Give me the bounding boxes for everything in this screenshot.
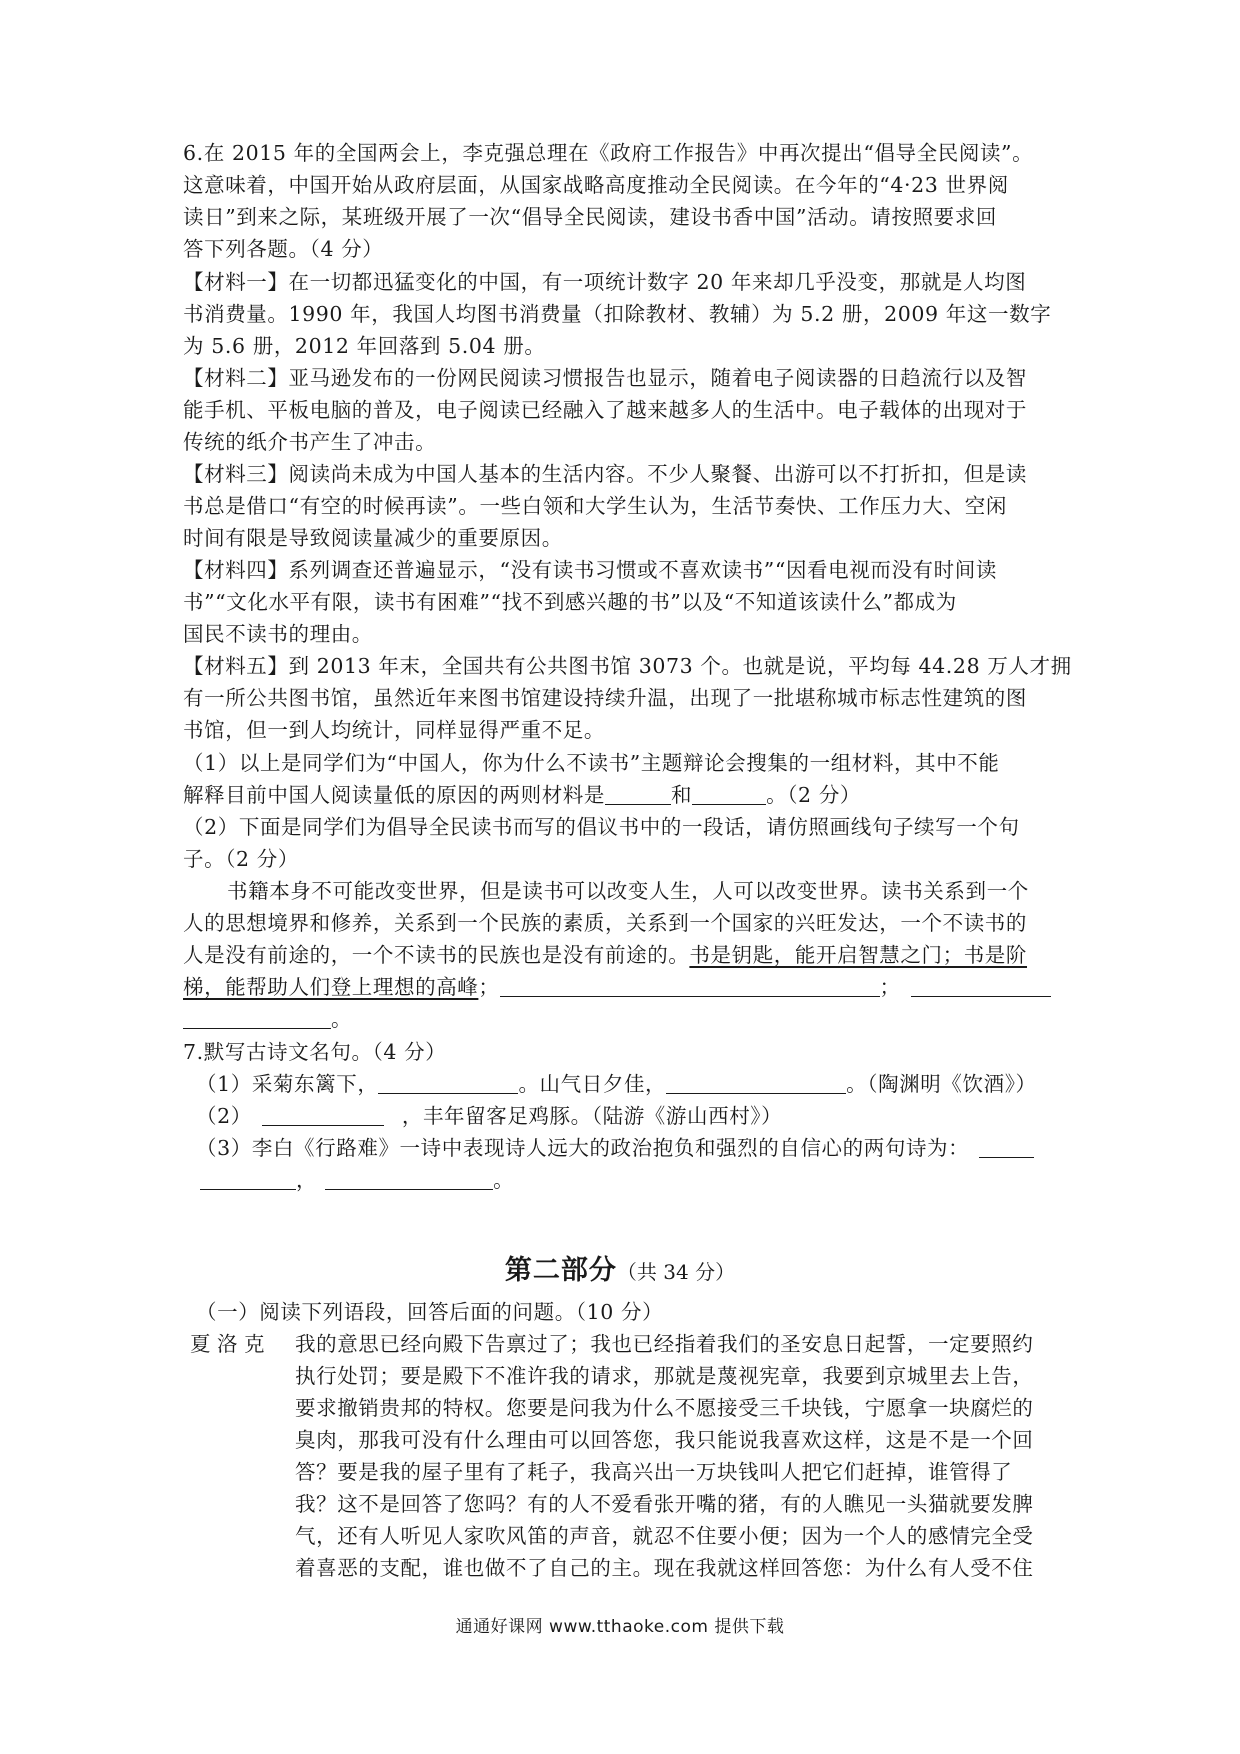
material-line: 时间有限是导致阅读量减少的重要原因。 bbox=[183, 526, 563, 550]
q6-sub1-line: （1）以上是同学们为“中国人，你为什么不读书”主题辩论会搜集的一组材料，其中不能 bbox=[183, 751, 1000, 775]
period: 。 bbox=[331, 1007, 353, 1031]
q6-sub2-line: （2）下面是同学们为倡导全民读书而写的倡议书中的一段话，请仿照画线句子续写一个句 bbox=[183, 815, 1020, 839]
passage-line: 人的思想境界和修养，关系到一个民族的素质，关系到一个国家的兴旺发达，一个不读书的 bbox=[183, 911, 1027, 935]
q7-line bbox=[200, 1168, 514, 1192]
answer-blank[interactable] bbox=[325, 1169, 493, 1190]
speech-line: 执行处罚；要是殿下不准许我的请求，那就是蔑视宪章，我要到京城里去上告， bbox=[295, 1364, 1034, 1388]
answer-blank[interactable] bbox=[911, 976, 1051, 997]
q6-sub2-line: 子。（2 分） bbox=[183, 847, 300, 871]
material-line: 【材料四】系列调查还普遍显示，“没有读书习惯或不喜欢读书”“因看电视而没有时间读 bbox=[183, 558, 997, 582]
q6-intro-line: 答下列各题。（4 分） bbox=[183, 237, 384, 261]
material-line: 传统的纸介书产生了冲击。 bbox=[183, 430, 437, 454]
part2-q1-intro: （一）阅读下列语段，回答后面的问题。（10 分） bbox=[196, 1300, 664, 1324]
q6-sub1-score: 。（2 分） bbox=[766, 783, 862, 807]
q6-intro-line: 这意味着，中国开始从政府层面，从国家战略高度推动全民阅读。在今年的“4·23 世界阅 bbox=[183, 173, 1009, 197]
q7-text: （2） bbox=[196, 1104, 252, 1128]
speech-line: 我？这不是回答了您吗？有的人不爱看张开嘴的猪，有的人瞧见一头猫就要发脾 bbox=[295, 1492, 1034, 1516]
underlined-example: 书是钥匙，能开启智慧之门；书是阶 bbox=[689, 943, 1028, 967]
passage-text: 人是没有前途的，一个不读书的民族也是没有前途的。 bbox=[183, 943, 690, 967]
q7-text: 。（陶渊明《饮酒》） bbox=[846, 1072, 1037, 1096]
answer-blank[interactable] bbox=[666, 1073, 846, 1094]
q7-text: （1）采菊东篱下， bbox=[196, 1072, 379, 1096]
speech-line: 臭肉，那我可没有什么理由可以回答您，我只能说我喜欢这样，这是不是一个回 bbox=[295, 1428, 1034, 1452]
answer-blank[interactable] bbox=[200, 1169, 296, 1190]
passage-line: 书籍本身不可能改变世界，但是读书可以改变人生，人可以改变世界。读书关系到一个 bbox=[227, 879, 1029, 903]
material-line: 【材料五】到 2013 年末，全国共有公共图书馆 3073 个。也就是说，平均每 44.28 万人才拥 bbox=[183, 654, 1072, 678]
q6-sub1-answer-line bbox=[183, 783, 861, 807]
q7-text: 。 bbox=[493, 1168, 515, 1192]
material-line: 【材料三】阅读尚未成为中国人基本的生活内容。不少人聚餐、出游可以不打折扣，但是读 bbox=[183, 462, 1027, 486]
material-line: 书消费量。1990 年，我国人均图书消费量（扣除教材、教辅）为 5.2 册，2009 年这一数字 bbox=[183, 302, 1052, 326]
answer-blank[interactable] bbox=[378, 1073, 518, 1094]
part2-title: 第二部分 bbox=[504, 1255, 617, 1286]
answer-blank[interactable] bbox=[500, 976, 880, 997]
material-line: 书馆，但一到人均统计，同样显得严重不足。 bbox=[183, 718, 605, 742]
material-line: 书总是借口“有空的时候再读”。一些白领和大学生认为，生活节奏快、工作压力大、空闲 bbox=[183, 494, 1007, 518]
q7-line bbox=[196, 1136, 1034, 1160]
passage-line bbox=[183, 975, 1051, 999]
underlined-example: 梯，能帮助人们登上理想的高峰 bbox=[183, 975, 479, 999]
semicolon: ； bbox=[478, 975, 500, 999]
q7-title: 7.默写古诗文名句。（4 分） bbox=[183, 1040, 447, 1064]
q7-line bbox=[196, 1104, 782, 1128]
material-line: 为 5.6 册，2012 年回落到 5.04 册。 bbox=[183, 334, 546, 358]
semicolon: ； bbox=[879, 975, 901, 999]
answer-blank[interactable] bbox=[262, 1105, 384, 1126]
q7-text: ， bbox=[296, 1168, 318, 1192]
q6-intro-line: 6.在 2015 年的全国两会上，李克强总理在《政府工作报告》中再次提出“倡导全民阅读”。 bbox=[183, 141, 1034, 165]
part2-score: （共 34 分） bbox=[616, 1260, 736, 1284]
material-line: 【材料一】在一切都迅猛变化的中国，有一项统计数字 20 年来却几乎没变，那就是人均图 bbox=[183, 270, 1027, 294]
q6-intro-line: 读日”到来之际，某班级开展了一次“倡导全民阅读，建设书香中国”活动。请按照要求回 bbox=[183, 205, 997, 229]
answer-blank[interactable] bbox=[692, 784, 766, 805]
answer-blank[interactable] bbox=[605, 784, 671, 805]
speech-line: 着喜恶的支配，谁也做不了自己的主。现在我就这样回答您：为什么有人受不住 bbox=[295, 1556, 1034, 1580]
q7-text: ，丰年留客足鸡豚。（陆游《游山西村》） bbox=[401, 1104, 783, 1128]
q7-line bbox=[196, 1072, 1037, 1096]
material-line: 【材料二】亚马逊发布的一份网民阅读习惯报告也显示，随着电子阅读器的日趋流行以及智 bbox=[183, 366, 1027, 390]
speech-line: 答？要是我的屋子里有了耗子，我高兴出一万块钱叫人把它们赶掉，谁管得了 bbox=[295, 1460, 1013, 1484]
answer-blank[interactable] bbox=[183, 1008, 331, 1029]
download-credit-footer: 通通好课网 www.tthaoke.com 提供下载 bbox=[455, 1617, 785, 1637]
speech-line: 气，还有人听见人家吹风笛的声音，就忍不住要小便；因为一个人的感情完全受 bbox=[295, 1524, 1034, 1548]
q6-sub1-and: 和 bbox=[671, 783, 693, 807]
q7-text: 。山气日夕佳， bbox=[518, 1072, 667, 1096]
passage-line bbox=[183, 943, 1027, 967]
part2-heading bbox=[0, 1248, 1240, 1287]
speech-line: 我的意思已经向殿下告禀过了；我也已经指着我们的圣安息日起誓，一定要照约 bbox=[295, 1332, 1034, 1356]
material-line: 有一所公共图书馆，虽然近年来图书馆建设持续升温，出现了一批堪称城市标志性建筑的图 bbox=[183, 686, 1027, 710]
q7-text: （3）李白《行路难》一诗中表现诗人远大的政治抱负和强烈的自信心的两句诗为： bbox=[196, 1136, 970, 1160]
material-line: 国民不读书的理由。 bbox=[183, 622, 373, 646]
speaker-name: 夏 洛 克 bbox=[190, 1332, 265, 1356]
passage-line bbox=[183, 1007, 352, 1031]
answer-blank[interactable] bbox=[979, 1137, 1034, 1158]
material-line: 书”“文化水平有限，读书有困难”“找不到感兴趣的书”以及“不知道该读什么”都成为 bbox=[183, 590, 957, 614]
speech-line: 要求撤销贵邦的特权。您要是问我为什么不愿接受三千块钱，宁愿拿一块腐烂的 bbox=[295, 1396, 1034, 1420]
material-line: 能手机、平板电脑的普及，电子阅读已经融入了越来越多人的生活中。电子载体的出现对于 bbox=[183, 398, 1027, 422]
q6-sub1-text: 解释目前中国人阅读量低的原因的两则材料是 bbox=[183, 783, 605, 807]
